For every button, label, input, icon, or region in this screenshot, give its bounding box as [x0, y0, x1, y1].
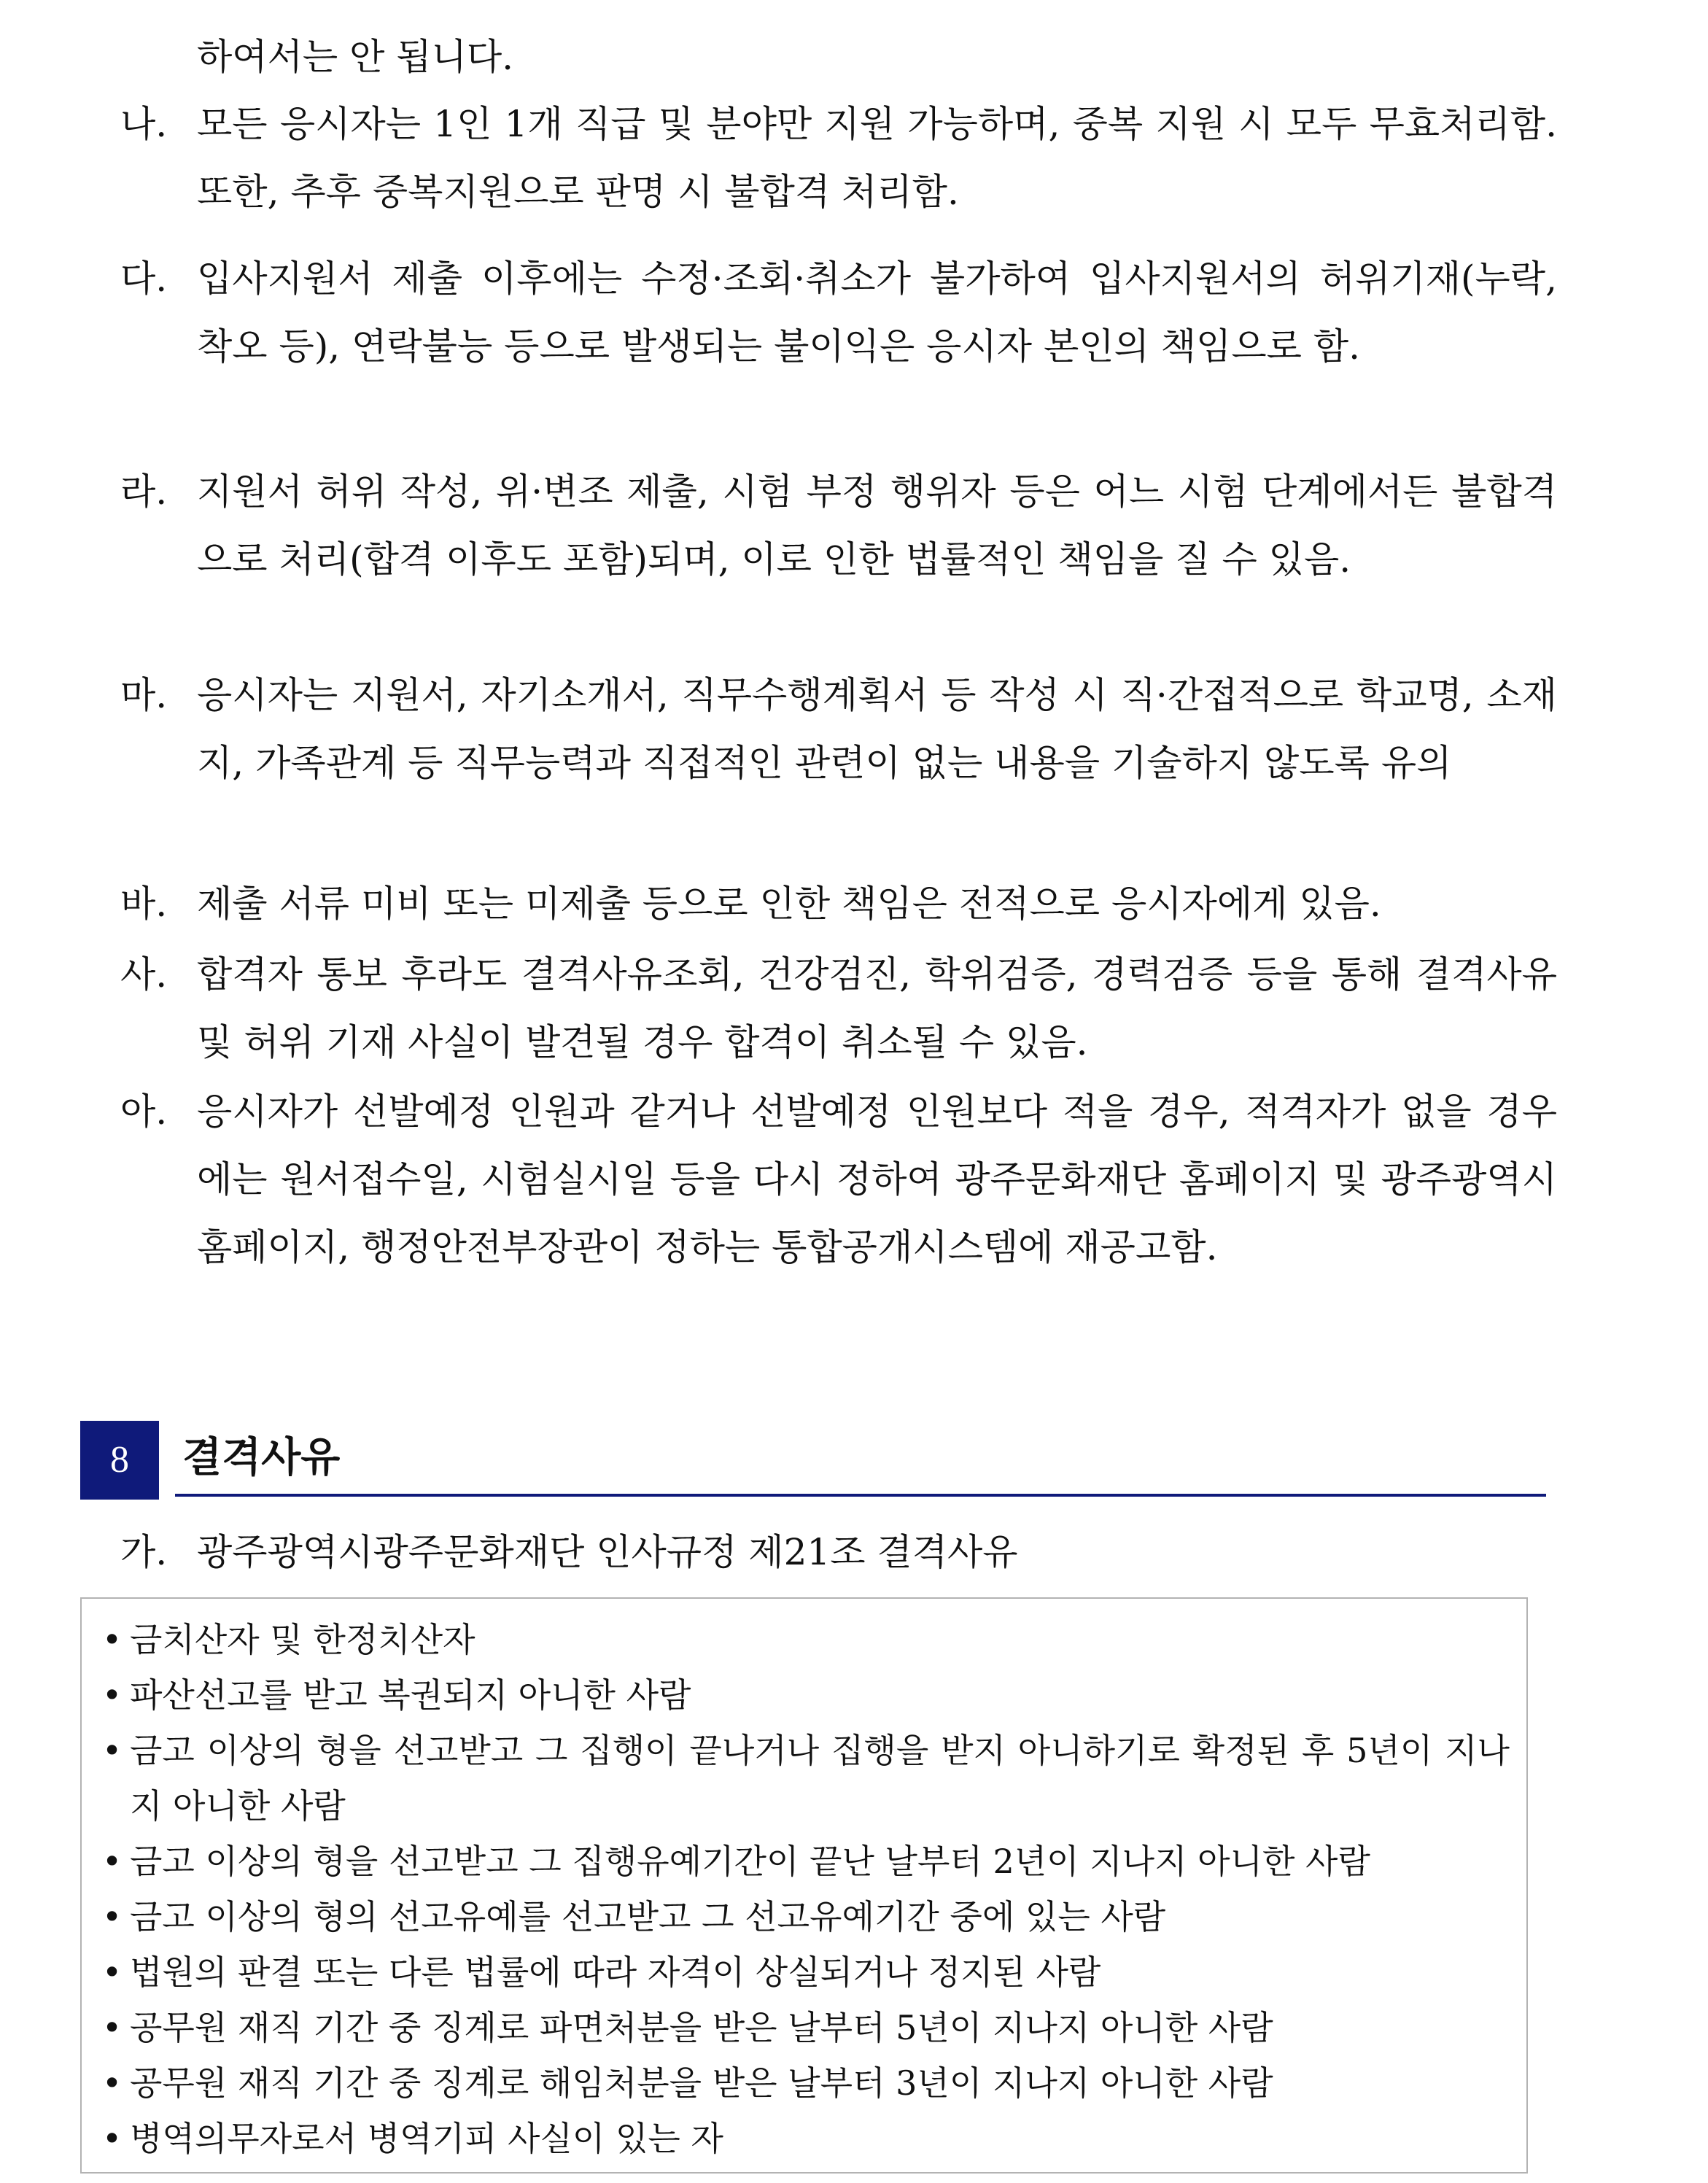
item-text: 응시자가 선발예정 인원과 같거나 선발예정 인원보다 적을 경우, 적격자가 없을 경우에는 원서접수일, 시험실시일 등을 다시 정하여 광주문화재단 홈페이지 및 광주광역시 홈페이지, 행정안전부장관이 정하는 통합공개시스템에 재공고함. [197, 1090, 1557, 1268]
bullet-item [102, 2000, 1510, 2055]
list-item-a [120, 1078, 1557, 1282]
item-marker: 아. [120, 1090, 168, 1133]
list-item-ra [120, 458, 1557, 594]
bullet-item [102, 2055, 1510, 2111]
subsection-marker: 가. [120, 1531, 168, 1573]
bullet-text: 금고 이상의 형을 선고받고 그 집행이 끝나거나 집행을 받지 아니하기로 확정된 후 5년이 지나지 아니한 사람 [130, 1731, 1510, 1826]
disqualification-box [80, 1597, 1528, 2174]
subsection-text: 광주광역시광주문화재단 인사규정 제21조 결격사유 [197, 1531, 1018, 1573]
bullet-item [102, 1612, 1510, 1667]
item-marker: 다. [120, 257, 168, 300]
bullet-text: 파산선고를 받고 복권되지 아니한 사람 [130, 1675, 691, 1715]
bullet-item [102, 1667, 1510, 1723]
bullet-text: 금치산자 및 한정치산자 [130, 1620, 475, 1659]
bullet-text: 병역의무자로서 병역기피 사실이 있는 자 [130, 2119, 723, 2158]
list-item-da [120, 245, 1557, 381]
item-text: 합격자 통보 후라도 결격사유조회, 건강검진, 학위검증, 경력검증 등을 통해 결격사유 및 허위 기재 사실이 발견될 경우 합격이 취소될 수 있음. [197, 953, 1557, 1063]
list-item-sa [120, 941, 1557, 1077]
bullet-dot: • [102, 1897, 123, 1936]
item-marker: 라. [120, 470, 168, 513]
intro-continuation: 하여서는 안 됩니다. [197, 36, 514, 78]
list-item-ba [120, 870, 1557, 938]
bullet-text: 공무원 재직 기간 중 징계로 해임처분을 받은 날부터 3년이 지나지 아니한 사람 [130, 2063, 1273, 2103]
bullet-dot: • [102, 2119, 123, 2158]
section-number-badge: 8 [80, 1421, 159, 1500]
bullet-dot: • [102, 1675, 123, 1715]
section-header [80, 1421, 1546, 1500]
item-text: 제출 서류 미비 또는 미제출 등으로 인한 책임은 전적으로 응시자에게 있음. [197, 883, 1381, 925]
item-text: 지원서 허위 작성, 위·변조 제출, 시험 부정 행위자 등은 어느 시험 단계에서든 불합격으로 처리(합격 이후도 포함)되며, 이로 인한 법률적인 책임을 질 수 있음. [197, 470, 1557, 581]
item-text: 입사지원서 제출 이후에는 수정·조회·취소가 불가하여 입사지원서의 허위기재(누락, 착오 등), 연락불능 등으로 발생되는 불이익은 응시자 본인의 책임으로 함. [197, 257, 1557, 368]
bullet-item [102, 1944, 1510, 2000]
item-marker: 바. [120, 883, 168, 925]
bullet-dot: • [102, 1842, 123, 1881]
bullet-dot: • [102, 1953, 123, 1992]
bullet-item [102, 1723, 1510, 1834]
list-item-ma [120, 662, 1557, 797]
item-marker: 나. [120, 103, 168, 145]
item-marker: 마. [120, 674, 168, 716]
section-title: 결격사유 [182, 1434, 341, 1481]
bullet-item [102, 2111, 1510, 2166]
bullet-dot: • [102, 2008, 123, 2047]
bullet-text: 금고 이상의 형의 선고유예를 선고받고 그 선고유예기간 중에 있는 사람 [130, 1897, 1166, 1936]
bullet-dot: • [102, 1620, 123, 1659]
item-text: 응시자는 지원서, 자기소개서, 직무수행계획서 등 작성 시 직·간접적으로 학교명, 소재지, 가족관계 등 직무능력과 직접적인 관련이 없는 내용을 기술하지 않도록 유의 [197, 674, 1557, 784]
bullet-dot: • [102, 2063, 123, 2103]
item-text: 모든 응시자는 1인 1개 직급 및 분야만 지원 가능하며, 중복 지원 시 모두 무효처리함. 또한, 추후 중복지원으로 판명 시 불합격 처리함. [197, 103, 1558, 213]
bullet-item [102, 1889, 1510, 1944]
item-marker: 사. [120, 953, 168, 996]
bullet-text: 공무원 재직 기간 중 징계로 파면처분을 받은 날부터 5년이 지나지 아니한 사람 [130, 2008, 1273, 2047]
section-underline [175, 1494, 1546, 1497]
list-item-na [120, 90, 1557, 226]
bullet-text: 금고 이상의 형을 선고받고 그 집행유예기간이 끝난 날부터 2년이 지나지 아니한 사람 [130, 1842, 1370, 1881]
bullet-text: 법원의 판결 또는 다른 법률에 따라 자격이 상실되거나 정지된 사람 [130, 1953, 1101, 1992]
bullet-item [102, 1834, 1510, 1889]
subsection-heading [120, 1530, 1018, 1574]
bullet-dot: • [102, 1731, 123, 1770]
